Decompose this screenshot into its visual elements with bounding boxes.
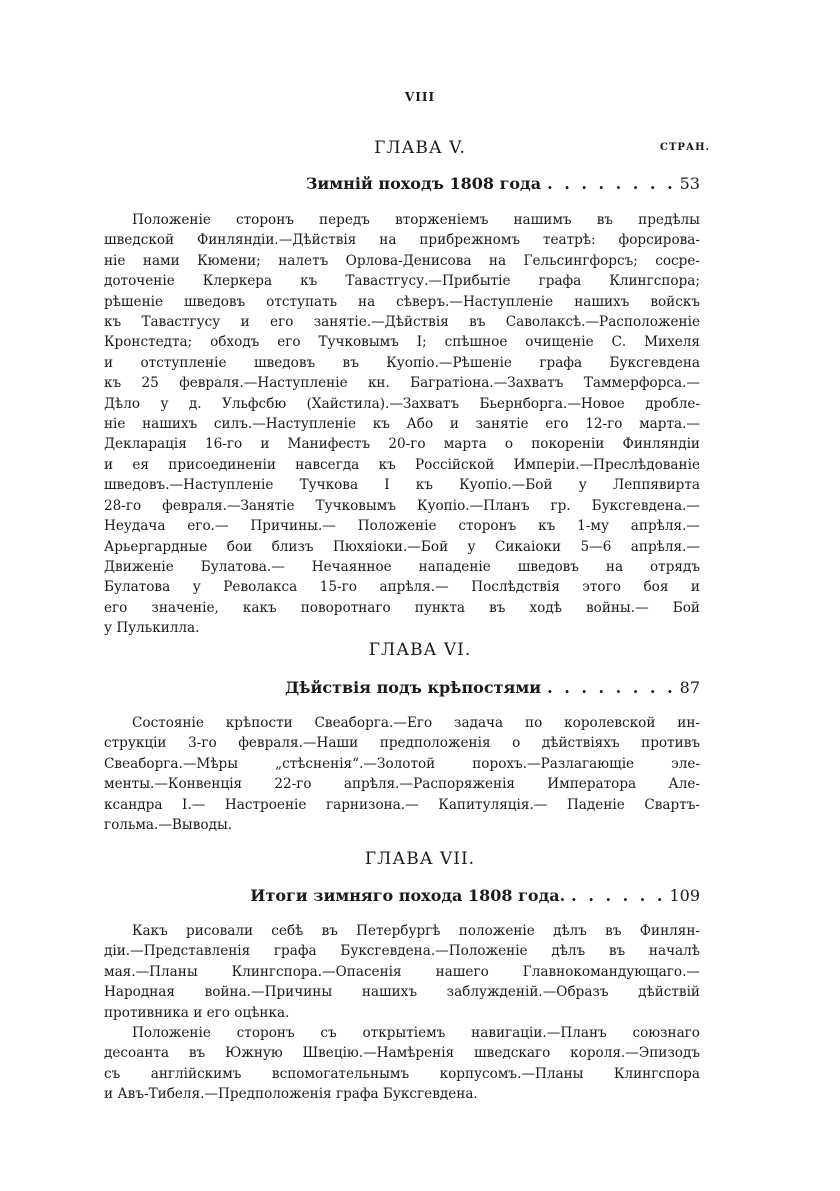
summary-line: противника и его оцѣнка. [104, 1004, 290, 1021]
chapter-page-number: 53 [679, 174, 700, 193]
summary-line: Дѣло у д. Ульфсбю (Хайстила).—Захватъ Бьернборга.—Новое дробле- [104, 395, 700, 412]
summary-line: Народная война.—Причины нашихъ заблужденій.—Образъ дѣйствій [104, 984, 700, 1001]
chapter-page-number: 109 [669, 886, 700, 905]
summary-line: ксандра I.— Настроеніе гарнизона.— Капитуляція.— Паденіе Свартъ- [104, 796, 700, 813]
summary-line: Декларація 16-го и Манифестъ 20-го марта о покореніи Финляндіи [104, 436, 700, 453]
leader-dots: . . . . . . . . [547, 678, 676, 697]
chapter-summary [104, 713, 700, 835]
summary-line: мая.—Планы Клингспора.—Опасенія нашего Главнокомандующаго.— [104, 963, 700, 980]
chapter-heading: ГЛАВА VI. [368, 640, 472, 660]
summary-line: струкціи 3-го февраля.—Наши предположенія о дѣйствіяхъ противъ [104, 735, 700, 752]
leader-dots: . . . . . . [571, 886, 666, 905]
summary-line: Движеніе Булатова.— Нечаянное нападеніе шведовъ на отрядъ [104, 558, 700, 575]
toc-entry[interactable] [104, 886, 700, 905]
summary-line: Положеніе сторонъ передъ вторженіемъ нашимъ въ предѣлы [132, 212, 700, 228]
chapter-summary [104, 921, 700, 1105]
summary-line: къ Тавастгусу и его занятіе.—Дѣйствія въ Саволаксѣ.—Расположеніе [104, 314, 700, 331]
summary-line: ніе нашихъ силъ.—Наступленіе къ Або и занятіе его 12-го марта.— [104, 416, 700, 433]
summary-line: діи.—Представленія графа Буксгевдена.—Положеніе дѣлъ въ началѣ [104, 943, 700, 960]
summary-line: шведской Финляндіи.—Дѣйствія на прибрежномъ театрѣ: форсирова- [104, 232, 700, 249]
summary-line: Состояніе крѣпости Свеаборга.—Его задача по королевской ин- [132, 715, 700, 731]
summary-line: рѣшеніе шведовъ отступать на сѣверъ.—Наступленіе нашихъ войскъ [104, 293, 700, 310]
summary-line: съ англійскимъ вспомогательнымъ корпусомъ.—Планы Клингспора [104, 1065, 700, 1082]
summary-line: менты.—Конвенція 22-го апрѣля.—Распоряженія Императора Але- [104, 776, 700, 793]
summary-line: доточеніе Клеркера къ Тавастгусу.—Прибытіе графа Клингспора; [104, 273, 700, 290]
summary-line: у Пулькилла. [104, 620, 200, 637]
chapter-title: Итоги зимняго похода 1808 года. [250, 886, 566, 905]
toc-entry[interactable] [104, 678, 700, 697]
summary-line: Булатова у Револакса 15-го апрѣля.— Послѣдствія этого боя и [104, 579, 700, 596]
chapter-page-number: 87 [679, 678, 700, 697]
summary-line: Положеніе сторонъ съ открытіемъ навигаціи.—Планъ союзнаго [132, 1025, 700, 1042]
summary-line: къ 25 февраля.—Наступленіе кн. Багратіона.—Захватъ Таммерфорса.— [104, 375, 700, 392]
toc-entry[interactable] [104, 174, 700, 193]
summary-line: гольма.—Выводы. [104, 817, 233, 834]
chapter-summary [104, 210, 700, 639]
chapter-heading: ГЛАВА V. [374, 138, 466, 158]
chapter-heading: ГЛАВА VII. [364, 849, 476, 869]
summary-line: Свеаборга.—Мѣры „стѣсненія“.—Золотой порохъ.—Разлагающіе эле- [104, 755, 700, 772]
page-column-label: СТРАН. [660, 142, 710, 153]
chapter-title: Дѣйствія подъ крѣпостями [284, 678, 542, 697]
chapter-title: Зимній походъ 1808 года [305, 174, 542, 193]
summary-line: его значеніе, какъ поворотнаго пункта въ ходѣ войны.— Бой [104, 599, 700, 616]
summary-line: ніе нами Кюмени; налетъ Орлова-Денисова на Гельсингфорсъ; сосре- [104, 252, 700, 269]
summary-line: 28-го февраля.—Занятіе Тучковымъ Куопіо.—Планъ гр. Буксгевдена.— [104, 497, 700, 514]
summary-line: и отступленіе шведовъ въ Куопіо.—Рѣшеніе графа Буксгевдена [104, 354, 700, 371]
summary-line: и Авъ-Тибеля.—Предположенія графа Буксгевдена. [104, 1086, 478, 1103]
summary-line: Арьергардные бои близъ Пюхяіоки.—Бой у Сикаіоки 5—6 апрѣля.— [104, 538, 700, 555]
summary-line: десоанта въ Южную Швецію.—Намѣренія шведскаго короля.—Эпизодъ [104, 1045, 700, 1062]
page-folio: VIII [404, 90, 436, 104]
summary-line: и ея присоединеніи навсегда къ Россійской Имперіи.—Преслѣдованіе [104, 456, 700, 473]
summary-line: Кронстедта; обходъ его Тучковымъ I; спѣшное очищеніе С. Михеля [104, 334, 700, 351]
summary-line: шведовъ.—Наступленіе Тучкова I къ Куопіо.—Бой у Леппявирта [104, 477, 700, 494]
leader-dots: . . . . . . . . [547, 174, 676, 193]
summary-line: Неудача его.— Причины.— Положеніе сторонъ къ 1-му апрѣля.— [104, 518, 700, 535]
summary-line: Какъ рисовали себѣ въ Петербургѣ положеніе дѣлъ въ Финлян- [132, 923, 700, 939]
